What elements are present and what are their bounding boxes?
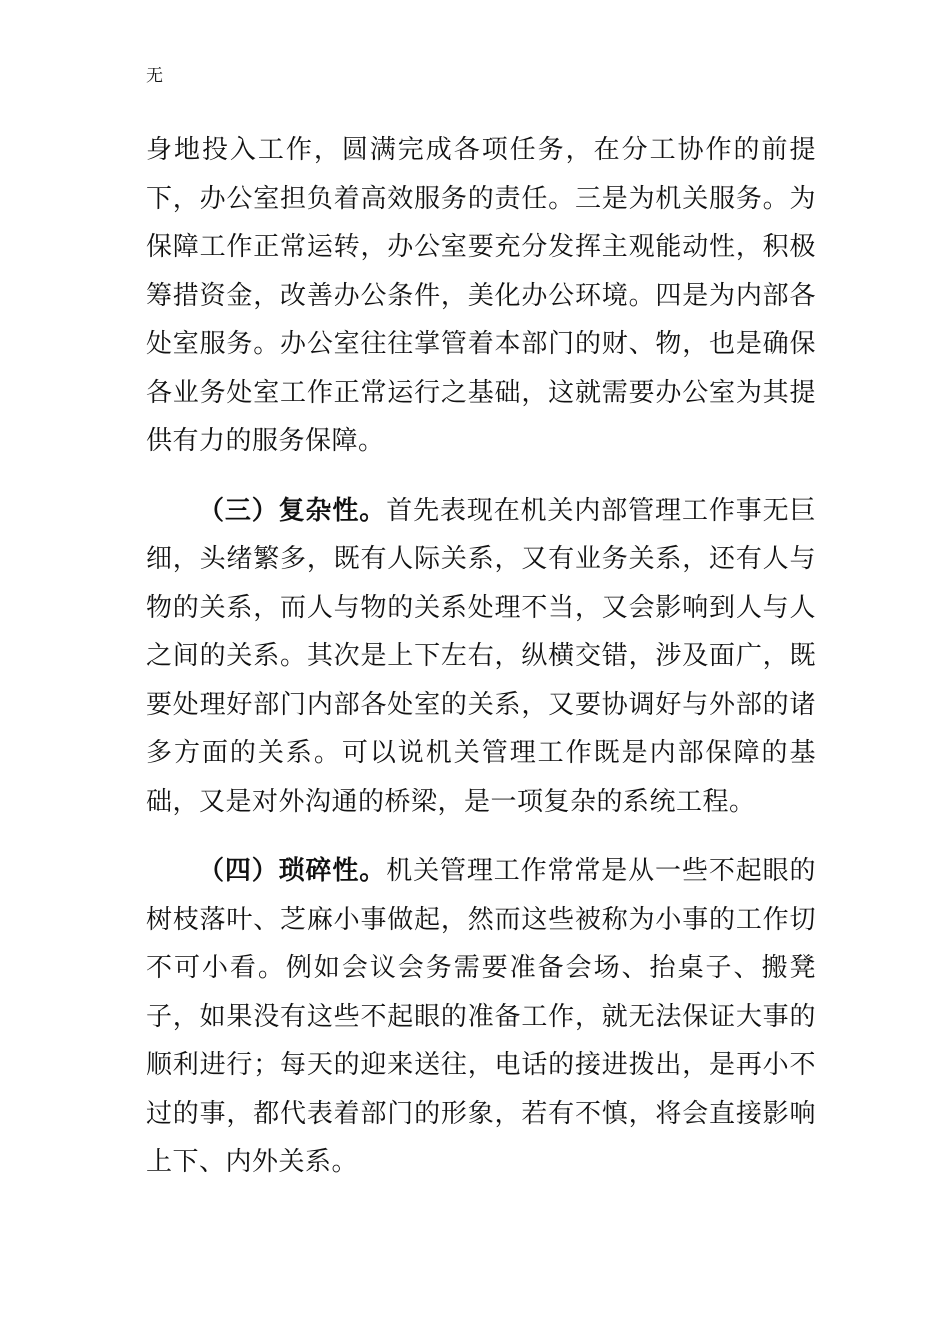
paragraph-continuation [146, 126, 816, 466]
paragraph-triviality [146, 847, 816, 1187]
page-header: 无 [146, 66, 163, 86]
section-heading-triviality: （四）琐碎性。 [198, 856, 387, 886]
paragraph-text: 首先表现在机关内部管理工作事无巨细，头绪繁多，既有人际关系，又有业务关系，还有人与物的关系，而人与物的关系处理不当，又会影响到人与人之间的关系。其次是上下左右，纵横交错，涉及面广，既要处理好部门内部各处室的关系，又要协调好与外部的诸多方面的关系。可以说机关管理工作既是内部保障的基础，又是对外沟通的桥梁，是一项复杂的系统工程。 [146, 495, 816, 817]
paragraph-complexity [146, 487, 816, 827]
paragraph-text: 机关管理工作常常是从一些不起眼的树枝落叶、芝麻小事做起，然而这些被称为小事的工作切不可小看。例如会议会务需要准备会场、抬桌子、搬凳子，如果没有这些不起眼的准备工作，就无法保证大事的顺利进行；每天的迎来送往，电话的接进拨出，是再小不过的事，都代表着部门的形象，若有不慎，将会直接影响上下、内外关系。 [146, 856, 816, 1177]
document-body [146, 126, 816, 1208]
paragraph-text: 身地投入工作，圆满完成各项任务，在分工协作的前提下，办公室担负着高效服务的责任。三是为机关服务。为保障工作正常运转，办公室要充分发挥主观能动性，积极筹措资金，改善办公条件，美化办公环境。四是为内部各处室服务。办公室往往掌管着本部门的财、物，也是确保各业务处室工作正常运行之基础，这就需要办公室为其提供有力的服务保障。 [146, 135, 816, 456]
section-heading-complexity: （三）复杂性。 [198, 495, 387, 526]
